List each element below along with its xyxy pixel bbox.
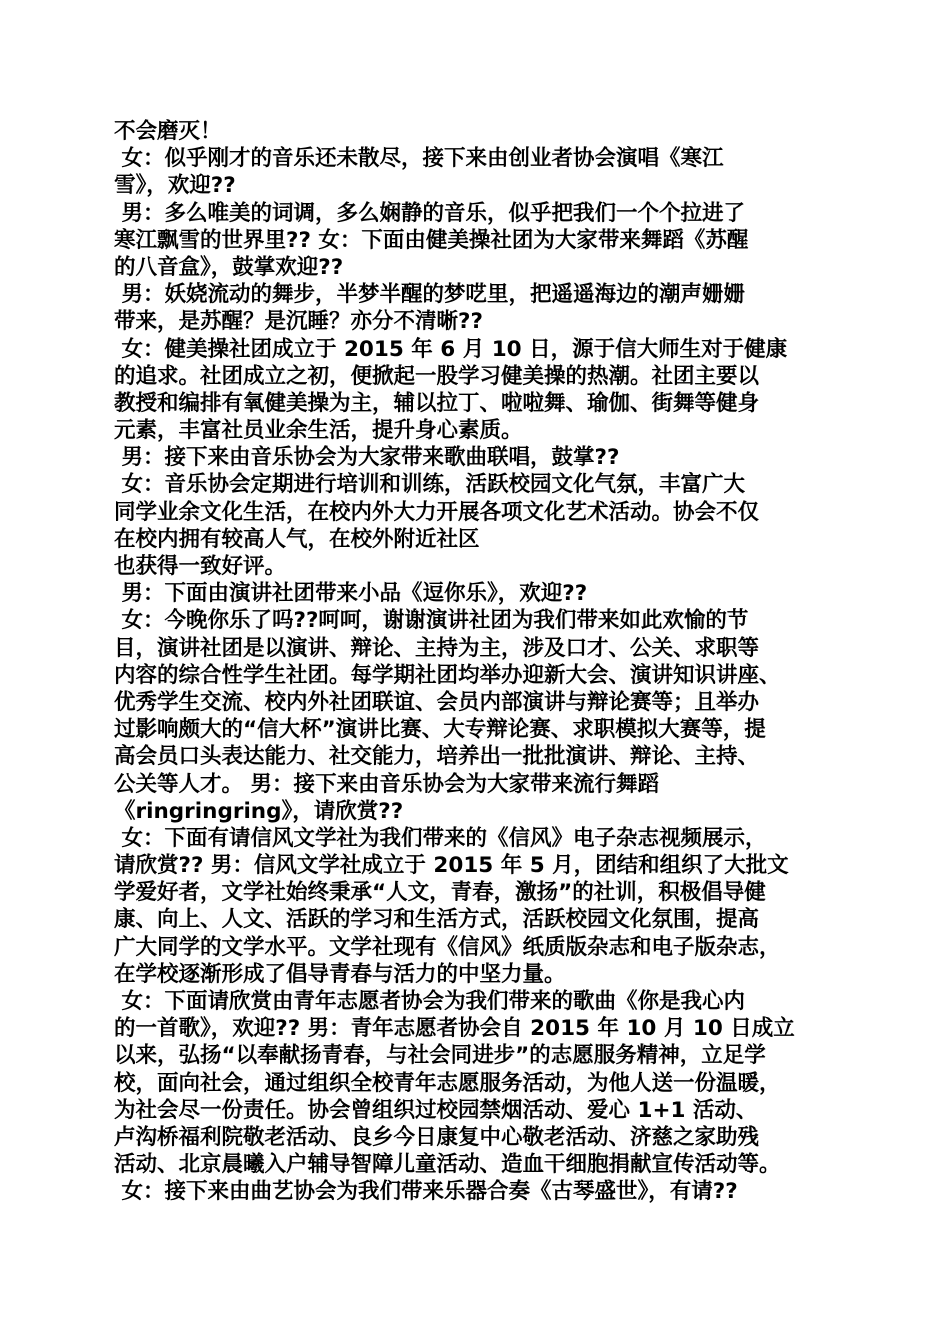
text-line: 男：接下来由音乐协会为大家带来歌曲联唱，鼓掌?? [114, 445, 620, 471]
text-line: 内容的综合性学生社团。每学期社团均举办迎新大会、演讲知识讲座、 [114, 662, 781, 688]
text-line: 女：接下来由曲艺协会为我们带来乐器合奏《古琴盛世》，有请?? [114, 1179, 738, 1205]
text-line: 学爱好者，文学社始终秉承“人文，青春，激扬”的社训，积极倡导健 [114, 880, 766, 906]
text-line: 以来，弘扬“以奉献扬青春，与社会同进步”的志愿服务精神，立足学 [114, 1043, 766, 1069]
text-line: 寒江飘雪的世界里?? 女：下面由健美操社团为大家带来舞蹈《苏醒 [114, 227, 749, 253]
text-line: 广大同学的文学水平。文学社现有《信风》纸质版杂志和电子版杂志， [114, 934, 781, 960]
text-line: 的追求。社团成立之初，便掀起一股学习健美操的热潮。社团主要以 [114, 363, 760, 389]
text-line: 教授和编排有氧健美操为主，辅以拉丁、啦啦舞、瑜伽、街舞等健身 [114, 390, 760, 416]
text-line: 女：今晚你乐了吗??呵呵，谢谢演讲社团为我们带来如此欢愉的节 [114, 608, 749, 634]
text-line: 也获得一致好评。 [114, 554, 287, 579]
text-line: 同学业余文化生活，在校内外大力开展各项文化艺术活动。协会不仅 [114, 499, 760, 525]
text-line: 男：多么唯美的词调，多么娴静的音乐，似乎把我们一个个拉进了 [114, 200, 745, 226]
text-line: 雪》，欢迎?? [114, 173, 236, 199]
text-line: 女：似乎刚才的音乐还未散尽，接下来由创业者协会演唱《寒江 [114, 146, 724, 172]
text-line: 带来，是苏醒？是沉睡？亦分不清晰?? [114, 309, 483, 335]
text-line: 目，演讲社团是以演讲、辩论、主持为主，涉及口才、公关、求职等 [114, 635, 760, 661]
text-line: 校，面向社会，通过组织全校青年志愿服务活动，为他人送一份温暖， [114, 1070, 781, 1096]
text-line: 优秀学生交流、校内外社团联谊、会员内部演讲与辩论赛等；且举办 [114, 689, 760, 715]
text-line: 康、向上、人文、活跃的学习和生活方式，活跃校园文化氛围，提高 [114, 907, 760, 933]
text-line: 元素，丰富社员业余生活，提升身心素质。 [114, 418, 523, 444]
text-line: 女：音乐协会定期进行培训和训练，活跃校园文化气氛，丰富广大 [114, 472, 745, 498]
text-line: 的八音盒》，鼓掌欢迎?? [114, 254, 344, 280]
text-line: 活动、北京晨曦入户辅导智障儿童活动、造血干细胞捐献宣传活动等。 [114, 1152, 781, 1178]
text-line: 女：健美操社团成立于 2015 年 6 月 10 日，源于信大师生对于健康 [114, 336, 788, 362]
text-line: 不会磨灭！ [114, 119, 222, 144]
text-line: 高会员口头表达能力、社交能力，培养出一批批演讲、辩论、主持、 [114, 744, 760, 770]
text-line: 的一首歌》，欢迎?? 男：青年志愿者协会自 2015 年 10 月 10 日成立 [114, 1016, 795, 1042]
document-body-text [114, 118, 850, 1206]
text-line: 过影响颇大的“信大杯”演讲比赛、大专辩论赛、求职模拟大赛等，提 [114, 717, 766, 743]
text-line: 在学校逐渐形成了倡导青春与活力的中坚力量。 [114, 961, 566, 987]
text-line: 为社会尽一份责任。协会曾组织过校园禁烟活动、爱心 1+1 活动、 [114, 1097, 758, 1123]
text-line: 公关等人才。 男：接下来由音乐协会为大家带来流行舞蹈 [114, 771, 659, 797]
text-line: 女：下面请欣赏由青年志愿者协会为我们带来的歌曲《你是我心内 [114, 989, 745, 1014]
text-line: 女：下面有请信风文学社为我们带来的《信风》电子杂志视频展示， [114, 825, 767, 851]
text-line: 卢沟桥福利院敬老活动、良乡今日康复中心敬老活动、济慈之家助残 [114, 1124, 760, 1150]
text-line: 《ringringring》，请欣赏?? [114, 798, 404, 824]
text-line: 在校内拥有较高人气，在校外附近社区 [114, 526, 480, 552]
text-line: 男：下面由演讲社团带来小品《逗你乐》，欢迎?? [114, 581, 588, 607]
text-line: 请欣赏?? 男：信风文学社成立于 2015 年 5 月，团结和组织了大批文 [114, 853, 789, 879]
text-line: 男：妖娆流动的舞步，半梦半醒的梦呓里，把遥遥海边的潮声姗姗 [114, 282, 745, 308]
